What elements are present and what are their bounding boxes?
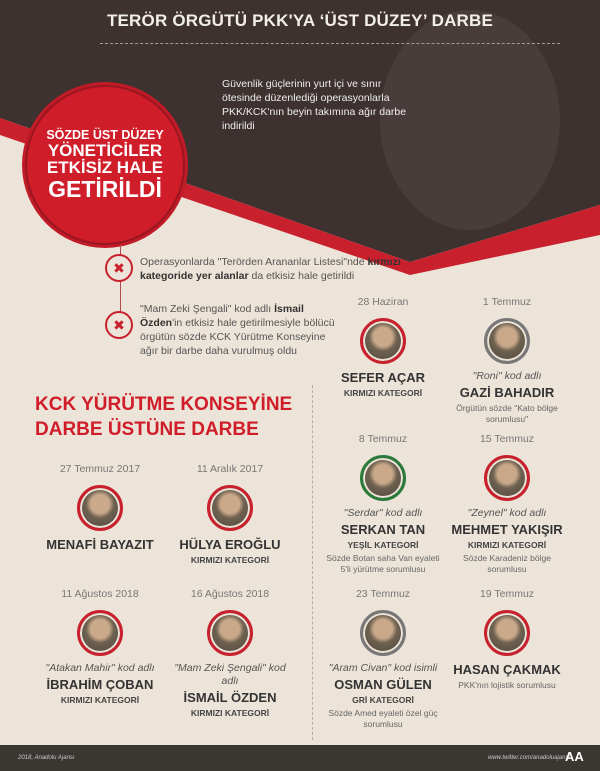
description: Örgütün sözde "Kato bölge sorumlusu" [456,403,558,424]
category: KIRMIZI KATEGORİ [190,708,270,718]
column-divider [312,385,313,740]
person-card [169,588,291,718]
date: 15 Temmuz [479,433,535,445]
person-card [322,296,444,398]
description: Sözde Botan saha Van eyaleti 5'li yürütme sorumlusu [326,553,440,574]
person-photo [77,610,123,656]
person-name: SERKAN TAN [340,522,426,537]
person-photo [360,455,406,501]
code-name: "Roni" kod adlı [472,370,542,382]
category: KIRMIZI KATEGORİ [467,540,547,550]
badge-line: GETİRİLDİ [48,176,162,203]
page-title: TERÖR ÖRGÜTÜ PKK'YA ‘ÜST DÜZEY’ DARBE [106,11,494,30]
date: 27 Temmuz 2017 [59,463,141,475]
code-name: "Atakan Mahir" kod adlı [45,662,155,674]
badge-line: ETKİSİZ HALE [46,158,164,178]
badge-line: YÖNETİCİLER [47,140,163,160]
date: 11 Ağustos 2018 [61,588,139,600]
divider [100,43,560,44]
person-photo [484,318,530,364]
date: 19 Temmuz [479,588,535,600]
person-name: İSMAİL ÖZDEN [183,690,277,705]
person-name: OSMAN GÜLEN [334,677,432,692]
person-photo [207,610,253,656]
category: KIRMIZI KATEGORİ [60,695,140,705]
code-name: "Aram Civan" kod isimli [328,662,438,674]
person-photo [360,318,406,364]
person-name: MEHMET YAKIŞIR [451,522,563,537]
date: 8 Temmuz [358,433,408,445]
target-person-icon: ✖ [105,254,133,282]
person-card [169,463,291,565]
person-name: HASAN ÇAKMAK [453,662,561,677]
person-photo [484,455,530,501]
twitter-link[interactable]: www.twitter.com/anadoluajansi [488,755,570,761]
person-photo [360,610,406,656]
date: 1 Temmuz [482,296,532,308]
date: 11 Aralık 2017 [196,463,264,475]
date: 28 Haziran [357,296,409,308]
target-person-icon: ✖ [105,311,133,339]
person-card [446,588,568,691]
person-name: SEFER AÇAR [340,370,426,385]
person-photo [207,485,253,531]
point-text: Operasyonlarda "Terörden Arananlar Listesi"nde kırmızı kategoride yer alanlar da etkisiz hale getirildi [140,256,401,282]
person-photo [77,485,123,531]
person-card [39,588,161,705]
badge-line: SÖZDE ÜST DÜZEY [46,127,164,142]
description: PKK'nın lojistik sorumlusu [458,680,556,690]
headline-badge [25,85,185,245]
person-card [39,463,161,552]
footer [0,745,600,771]
section-heading: KCK YÜRÜTME KONSEYİNE DARBE ÜSTÜNE DARBE [35,394,293,440]
category: KIRMIZI KATEGORİ [343,388,423,398]
description: Sözde Amed eyaleti özel güç sorumlusu [328,708,438,729]
person-card [446,296,568,425]
person-name: GAZİ BAHADIR [459,385,555,400]
aa-logo: AA [565,749,584,764]
date: 23 Temmuz [355,588,411,600]
person-card [446,433,568,575]
date: 16 Ağustos 2018 [190,588,270,600]
person-name: İBRAHİM ÇOBAN [46,677,154,692]
description: Sözde Karadeniz bölge sorumlusu [463,553,551,574]
person-card [322,433,444,575]
copyright: 2018, Anadolu Ajansı [18,755,75,761]
person-name: MENAFİ BAYAZIT [46,537,154,552]
person-photo [484,610,530,656]
intro-text: Güvenlik güçlerinin yurt içi ve sınır ötesinde düzenlediği operasyonlarla PKK/KCK'nın beyin takımına ağır darbe indirildi [222,78,407,132]
person-card [322,588,444,730]
category: YEŞİL KATEGORİ [347,540,419,550]
person-name: HÜLYA EROĞLU [179,537,281,552]
code-name: "Serdar" kod adlı [343,507,423,519]
category: GRİ KATEGORİ [352,695,414,705]
code-name: "Zeynel" kod adlı [467,507,547,519]
code-name: "Mam Zeki Şengali" kod adlı [174,662,286,687]
point-text: "Mam Zeki Şengali" kod adlı İsmail Özden'in etkisiz hale getirilmesiyle bölücü örgütün sözde KCK Yürütme Konseyine ağır bir darbe daha vurulmuş oldu [140,303,335,357]
category: KIRMIZI KATEGORİ [190,555,270,565]
